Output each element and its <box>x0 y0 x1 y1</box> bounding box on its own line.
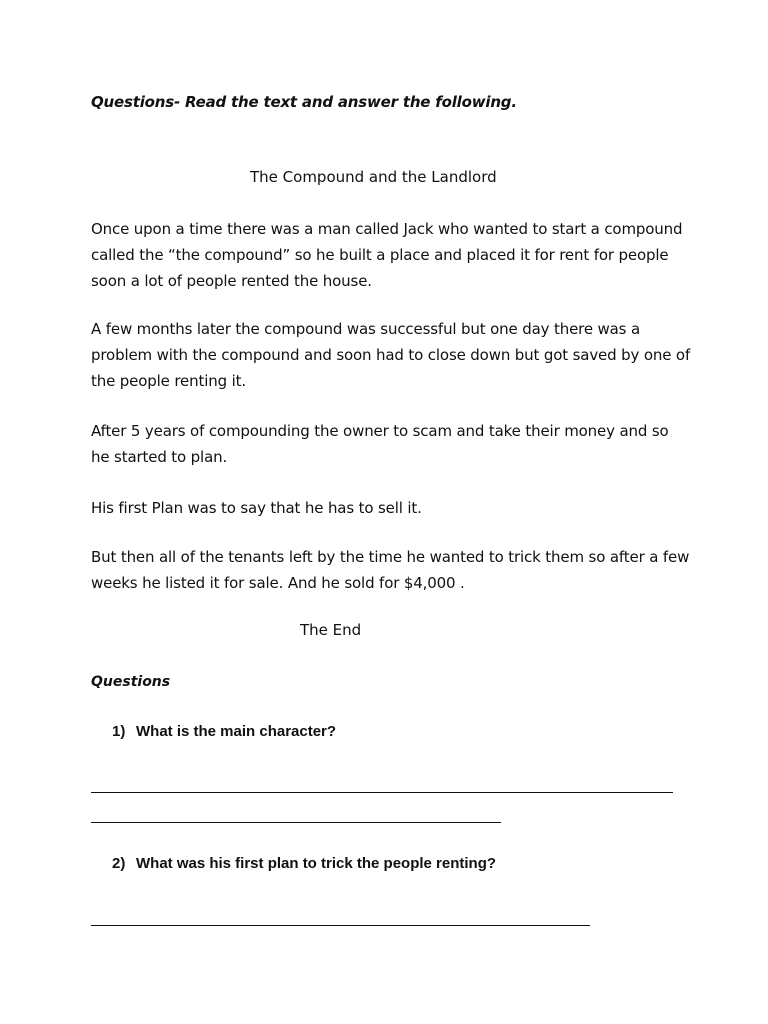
story-paragraph: A few months later the compound was successful but one day there was a problem with the compound and soon had to close down but got saved by one of the people renting it. <box>91 320 691 390</box>
question-text: What was his first plan to trick the people renting? <box>136 855 497 872</box>
question-number: 2) <box>112 855 126 872</box>
story-paragraph: But then all of the tenants left by the time he wanted to trick them so after a few weeks he listed it for sale. And he sold for $4,000 . <box>91 548 690 592</box>
question-number: 1) <box>112 723 126 740</box>
question-2 <box>112 855 496 872</box>
story-title: The Compound and the Landlord <box>250 168 497 186</box>
worksheet-heading: Questions- Read the text and answer the following. <box>91 93 517 111</box>
story-paragraph: Once upon a time there was a man called Jack who wanted to start a compound called the “the compound” so he built a place and placed it for rent for people soon a lot of people rented the house. <box>91 220 683 290</box>
questions-heading: Questions <box>91 674 171 690</box>
story-paragraph: After 5 years of compounding the owner to scam and take their money and so he started to plan. <box>91 422 669 466</box>
story-ending: The End <box>300 621 362 639</box>
story-paragraph: His first Plan was to say that he has to sell it. <box>91 499 422 517</box>
question-text: What is the main character? <box>136 723 337 740</box>
answer-line[interactable] <box>91 792 673 793</box>
question-1 <box>112 723 336 740</box>
answer-line[interactable] <box>91 925 590 926</box>
answer-line[interactable] <box>91 822 501 823</box>
